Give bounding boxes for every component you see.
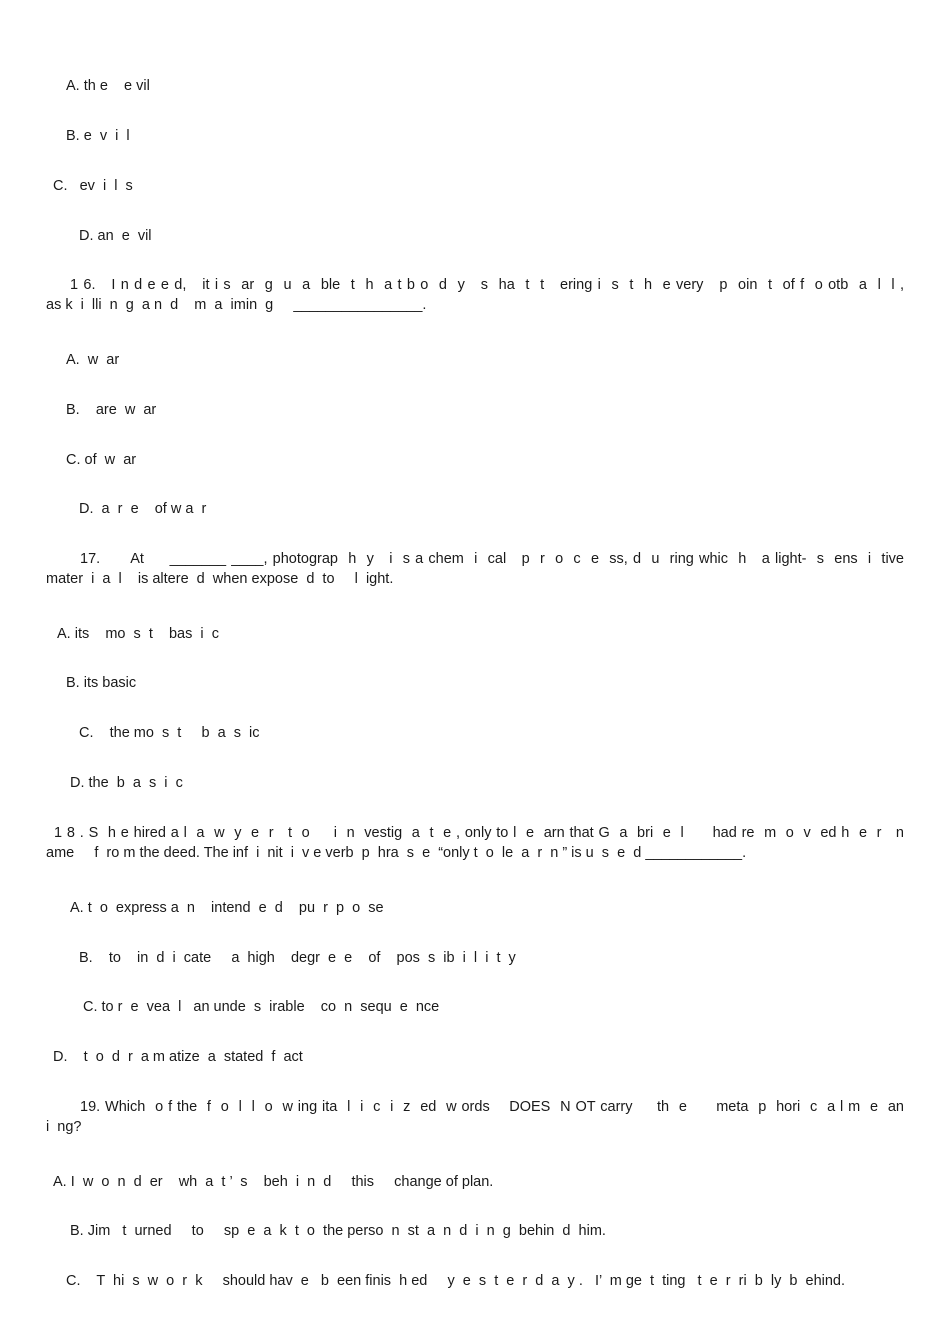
question-18 bbox=[46, 823, 904, 863]
q19-option-a: A. I w o n d er wh a t ’ s beh i n d this change of plan. bbox=[53, 1174, 494, 1190]
question-19-line-2: i ng? bbox=[46, 1119, 82, 1135]
question-16-line-2: as k i lli n g a n d m a imin g ________________. bbox=[46, 297, 427, 313]
q15-option-c: C. ev i l s bbox=[53, 178, 133, 194]
question-17-line-2: mater i a l is altere d when expose d to l ight. bbox=[46, 571, 394, 587]
q17-option-a: A. its mo s t bas i c bbox=[57, 626, 219, 642]
q18-option-d: D. t o d r a m atize a stated f act bbox=[53, 1049, 303, 1065]
q19-option-b: B. Jim t urned to sp e a k t o the perso n st a n d i n g behin d him. bbox=[70, 1223, 606, 1239]
question-18-line-2: ame f ro m the deed. The inf i nit i v e verb p hra s e “only t o le a r n ” is u s e d ____________. bbox=[46, 845, 747, 861]
question-16 bbox=[46, 275, 904, 315]
question-17-line-1: 17. At _______ ____, photograp h y i s a chem i cal p r o c e ss, d u ring whic h a light- s ens i tive bbox=[80, 551, 904, 567]
question-16-line-1: 1 6. I n d e e d, it i s ar g u a ble t h a t b o d y s ha t t ering i s t h e very p oin t of f o otb a l l , bbox=[70, 277, 904, 293]
question-17 bbox=[46, 549, 904, 589]
q16-option-a: A. w ar bbox=[66, 352, 120, 368]
q15-option-b: B. e v i l bbox=[66, 128, 130, 144]
q18-option-c: C. to r e vea l an unde s irable co n sequ e nce bbox=[83, 999, 440, 1015]
q16-option-b: B. are w ar bbox=[66, 402, 157, 418]
question-19 bbox=[46, 1097, 904, 1137]
q17-option-d: D. the b a s i c bbox=[70, 775, 183, 791]
question-19-line-1: 19. Which o f the f o l l o w ing ita l i c i z ed w ords DOES N OT carry th e meta p hori c a l m e an bbox=[80, 1099, 904, 1115]
q18-option-b: B. to in d i cate a high degr e e of pos s ib i l i t y bbox=[79, 950, 516, 966]
q19-option-c: C. T hi s w o r k should hav e b een finis h ed y e s t e r d a y . I’ m ge t ting t e r ri b ly b ehind. bbox=[66, 1273, 846, 1289]
q18-option-a: A. t o express a n intend e d pu r p o se bbox=[70, 900, 384, 916]
q16-option-c: C. of w ar bbox=[66, 452, 137, 468]
q17-option-b: B. its basic bbox=[66, 675, 137, 691]
q16-option-d: D. a r e of w a r bbox=[79, 501, 207, 517]
question-18-line-1: 1 8 . S h e hired a l a w y e r t o i n vestig a t e , only to l e arn that G a bri e l had re m o v ed h e r n bbox=[54, 825, 904, 841]
q15-option-d: D. an e vil bbox=[79, 228, 152, 244]
q17-option-c: C. the mo s t b a s ic bbox=[79, 725, 260, 741]
q15-option-a: A. th e e vil bbox=[66, 78, 150, 94]
